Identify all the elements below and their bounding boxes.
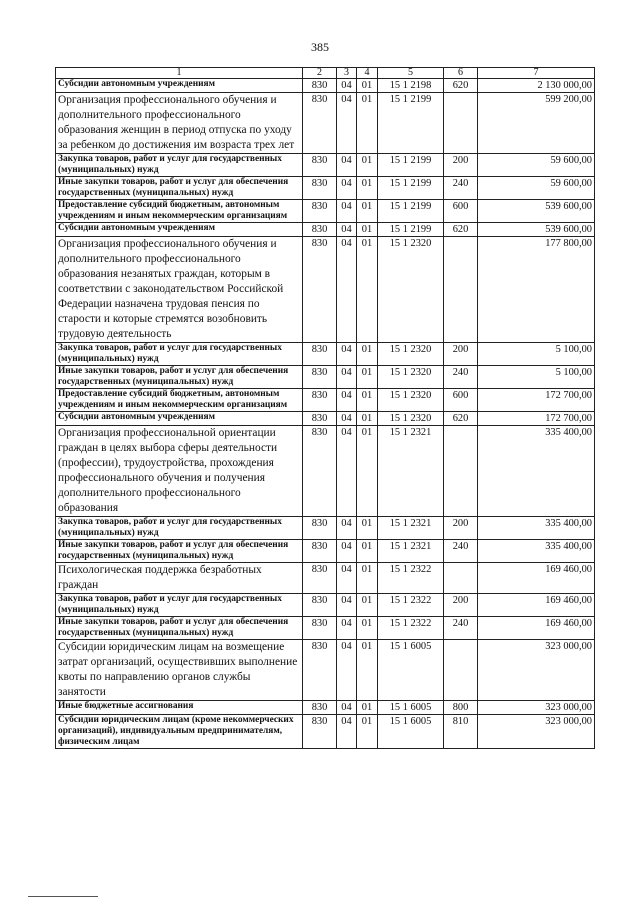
table-row: [56, 366, 595, 389]
row-code-subsection-cell: 01: [357, 426, 378, 517]
row-code-admin-cell: 830: [303, 200, 337, 223]
row-code-subsection-cell: 01: [357, 79, 378, 93]
row-code-expense-type-cell: 600: [444, 389, 478, 412]
row-sum-cell: 172 700,00: [478, 389, 595, 412]
row-code-subsection-cell: 01: [357, 517, 378, 540]
row-code-section-cell: 04: [337, 412, 357, 426]
row-name-cell: Организация профессионального обучения и дополнительного профессионального образования незанятых граждан, которым в соответствии с законодательством Российской Федерации назначена трудовая пенсия по старости и которые стремятся возобновить трудовую деятельность: [56, 237, 303, 343]
row-sum-cell: 323 000,00: [478, 640, 595, 701]
row-sum-cell: 335 400,00: [478, 517, 595, 540]
row-sum-cell: 169 460,00: [478, 594, 595, 617]
row-code-expense-type-cell: 240: [444, 177, 478, 200]
row-code-section-cell: 04: [337, 426, 357, 517]
row-code-target-cell: 15 1 2320: [378, 389, 444, 412]
row-name-cell: Закупка товаров, работ и услуг для государственных (муниципальных) нужд: [56, 343, 303, 366]
table-row: [56, 563, 595, 594]
row-code-expense-type-cell: [444, 237, 478, 343]
row-code-section-cell: 04: [337, 366, 357, 389]
row-code-expense-type-cell: 620: [444, 223, 478, 237]
row-code-admin-cell: 830: [303, 389, 337, 412]
table-row: [56, 517, 595, 540]
header-cell-3: 3: [337, 68, 357, 79]
row-code-target-cell: 15 1 2199: [378, 154, 444, 177]
row-code-expense-type-cell: 240: [444, 366, 478, 389]
row-code-subsection-cell: 01: [357, 389, 378, 412]
row-name-cell: Субсидии автономным учреждениям: [56, 223, 303, 237]
row-name-cell: Субсидии автономным учреждениям: [56, 79, 303, 93]
row-code-target-cell: 15 1 2199: [378, 177, 444, 200]
row-code-admin-cell: 830: [303, 366, 337, 389]
row-code-admin-cell: 830: [303, 701, 337, 715]
row-code-subsection-cell: 01: [357, 366, 378, 389]
row-code-subsection-cell: 01: [357, 594, 378, 617]
row-code-section-cell: 04: [337, 343, 357, 366]
row-code-subsection-cell: 01: [357, 540, 378, 563]
row-code-admin-cell: 830: [303, 93, 337, 154]
row-code-admin-cell: 830: [303, 343, 337, 366]
row-code-subsection-cell: 01: [357, 237, 378, 343]
row-sum-cell: 539 600,00: [478, 200, 595, 223]
row-code-subsection-cell: 01: [357, 617, 378, 640]
row-code-target-cell: 15 1 2320: [378, 343, 444, 366]
table-row: [56, 594, 595, 617]
row-name-cell: Закупка товаров, работ и услуг для государственных (муниципальных) нужд: [56, 154, 303, 177]
row-code-target-cell: 15 1 2199: [378, 200, 444, 223]
table-row: [56, 412, 595, 426]
row-code-target-cell: 15 1 6005: [378, 701, 444, 715]
row-name-cell: Иные закупки товаров, работ и услуг для обеспечения государственных (муниципальных) нужд: [56, 366, 303, 389]
row-code-target-cell: 15 1 2321: [378, 426, 444, 517]
row-code-target-cell: 15 1 2322: [378, 594, 444, 617]
row-code-subsection-cell: 01: [357, 200, 378, 223]
row-sum-cell: 323 000,00: [478, 701, 595, 715]
row-name-cell: Организация профессионального обучения и дополнительного профессионального образования женщин в период отпуска по уходу за ребенком до достижения им возраста трех лет: [56, 93, 303, 154]
row-code-section-cell: 04: [337, 701, 357, 715]
row-sum-cell: 59 600,00: [478, 154, 595, 177]
row-name-cell: Организация профессиональной ориентации граждан в целях выбора сферы деятельности (профессии), трудоустройства, прохождения профессионального обучения и получения дополнительного профессионального образования: [56, 426, 303, 517]
row-name-cell: Иные закупки товаров, работ и услуг для обеспечения государственных (муниципальных) нужд: [56, 177, 303, 200]
row-code-section-cell: 04: [337, 79, 357, 93]
row-code-target-cell: 15 1 2320: [378, 412, 444, 426]
row-code-target-cell: 15 1 2320: [378, 366, 444, 389]
row-code-target-cell: 15 1 2322: [378, 617, 444, 640]
row-code-admin-cell: 830: [303, 223, 337, 237]
row-code-target-cell: 15 1 6005: [378, 715, 444, 749]
row-code-subsection-cell: 01: [357, 715, 378, 749]
row-sum-cell: 335 400,00: [478, 540, 595, 563]
table-row: [56, 93, 595, 154]
row-code-expense-type-cell: [444, 563, 478, 594]
row-sum-cell: 5 100,00: [478, 343, 595, 366]
row-code-admin-cell: 830: [303, 412, 337, 426]
table-row: [56, 343, 595, 366]
table-row: [56, 715, 595, 749]
row-code-admin-cell: 830: [303, 517, 337, 540]
table-row: [56, 200, 595, 223]
row-name-cell: Субсидии автономным учреждениям: [56, 412, 303, 426]
row-name-cell: Субсидии юридическим лицам (кроме некоммерческих организаций), индивидуальным предпринимателям, физическим лицам: [56, 715, 303, 749]
row-code-expense-type-cell: 600: [444, 200, 478, 223]
row-code-target-cell: 15 1 6005: [378, 640, 444, 701]
row-code-admin-cell: 830: [303, 237, 337, 343]
row-code-target-cell: 15 1 2321: [378, 540, 444, 563]
row-name-cell: Закупка товаров, работ и услуг для государственных (муниципальных) нужд: [56, 594, 303, 617]
row-code-subsection-cell: 01: [357, 177, 378, 200]
row-code-expense-type-cell: [444, 426, 478, 517]
row-code-section-cell: 04: [337, 617, 357, 640]
row-code-section-cell: 04: [337, 389, 357, 412]
row-code-section-cell: 04: [337, 237, 357, 343]
row-sum-cell: 169 460,00: [478, 563, 595, 594]
row-code-section-cell: 04: [337, 540, 357, 563]
row-code-section-cell: 04: [337, 177, 357, 200]
row-code-target-cell: 15 1 2322: [378, 563, 444, 594]
table-row: [56, 223, 595, 237]
row-code-subsection-cell: 01: [357, 223, 378, 237]
header-cell-5: 5: [378, 68, 444, 79]
row-code-admin-cell: 830: [303, 715, 337, 749]
row-code-admin-cell: 830: [303, 617, 337, 640]
row-name-cell: Иные бюджетные ассигнования: [56, 701, 303, 715]
row-code-admin-cell: 830: [303, 154, 337, 177]
row-name-cell: Предоставление субсидий бюджетным, автономным учреждениям и иным некоммерческим организациям: [56, 200, 303, 223]
table-row: [56, 701, 595, 715]
table-row: [56, 389, 595, 412]
row-code-admin-cell: 830: [303, 79, 337, 93]
row-code-expense-type-cell: 620: [444, 79, 478, 93]
row-sum-cell: 599 200,00: [478, 93, 595, 154]
row-code-subsection-cell: 01: [357, 563, 378, 594]
table-body: [56, 68, 595, 749]
row-code-section-cell: 04: [337, 715, 357, 749]
row-sum-cell: 169 460,00: [478, 617, 595, 640]
row-code-subsection-cell: 01: [357, 412, 378, 426]
header-cell-4: 4: [357, 68, 378, 79]
row-code-subsection-cell: 01: [357, 701, 378, 715]
row-code-admin-cell: 830: [303, 594, 337, 617]
header-cell-2: 2: [303, 68, 337, 79]
row-code-subsection-cell: 01: [357, 154, 378, 177]
row-code-admin-cell: 830: [303, 177, 337, 200]
header-cell-1: 1: [56, 68, 303, 79]
row-code-section-cell: 04: [337, 517, 357, 540]
table-row: [56, 540, 595, 563]
row-code-section-cell: 04: [337, 594, 357, 617]
row-code-admin-cell: 830: [303, 640, 337, 701]
row-code-expense-type-cell: 810: [444, 715, 478, 749]
page-number: 385: [311, 40, 329, 54]
row-code-expense-type-cell: [444, 640, 478, 701]
table-row: [56, 426, 595, 517]
row-code-subsection-cell: 01: [357, 93, 378, 154]
row-code-expense-type-cell: 800: [444, 701, 478, 715]
table-row: [56, 237, 595, 343]
row-code-target-cell: 15 1 2320: [378, 237, 444, 343]
row-code-section-cell: 04: [337, 93, 357, 154]
budget-table: [55, 67, 595, 749]
row-code-expense-type-cell: 200: [444, 517, 478, 540]
row-code-target-cell: 15 1 2321: [378, 517, 444, 540]
row-name-cell: Предоставление субсидий бюджетным, автономным учреждениям и иным некоммерческим организациям: [56, 389, 303, 412]
scan-edge-mark: [28, 896, 98, 897]
row-code-target-cell: 15 1 2199: [378, 93, 444, 154]
row-code-expense-type-cell: 620: [444, 412, 478, 426]
row-code-section-cell: 04: [337, 154, 357, 177]
row-name-cell: Иные закупки товаров, работ и услуг для обеспечения государственных (муниципальных) нужд: [56, 540, 303, 563]
row-code-expense-type-cell: 240: [444, 540, 478, 563]
row-sum-cell: 177 800,00: [478, 237, 595, 343]
table-row: [56, 79, 595, 93]
row-code-expense-type-cell: [444, 93, 478, 154]
row-name-cell: Психологическая поддержка безработных граждан: [56, 563, 303, 594]
row-code-expense-type-cell: 240: [444, 617, 478, 640]
row-sum-cell: 2 130 000,00: [478, 79, 595, 93]
row-code-expense-type-cell: 200: [444, 154, 478, 177]
row-sum-cell: 5 100,00: [478, 366, 595, 389]
row-code-target-cell: 15 1 2199: [378, 223, 444, 237]
row-name-cell: Закупка товаров, работ и услуг для государственных (муниципальных) нужд: [56, 517, 303, 540]
header-cell-6: 6: [444, 68, 478, 79]
row-sum-cell: 172 700,00: [478, 412, 595, 426]
row-sum-cell: 539 600,00: [478, 223, 595, 237]
row-code-section-cell: 04: [337, 223, 357, 237]
row-code-subsection-cell: 01: [357, 640, 378, 701]
table-row: [56, 617, 595, 640]
row-code-expense-type-cell: 200: [444, 343, 478, 366]
row-code-section-cell: 04: [337, 200, 357, 223]
table-row: [56, 640, 595, 701]
row-code-target-cell: 15 1 2198: [378, 79, 444, 93]
row-sum-cell: 335 400,00: [478, 426, 595, 517]
row-name-cell: Иные закупки товаров, работ и услуг для обеспечения государственных (муниципальных) нужд: [56, 617, 303, 640]
table-row: [56, 177, 595, 200]
row-code-admin-cell: 830: [303, 563, 337, 594]
row-code-expense-type-cell: 200: [444, 594, 478, 617]
row-code-subsection-cell: 01: [357, 343, 378, 366]
row-code-admin-cell: 830: [303, 426, 337, 517]
row-code-section-cell: 04: [337, 563, 357, 594]
row-sum-cell: 59 600,00: [478, 177, 595, 200]
table-header-row: [56, 68, 595, 79]
row-code-section-cell: 04: [337, 640, 357, 701]
table-row: [56, 154, 595, 177]
row-sum-cell: 323 000,00: [478, 715, 595, 749]
row-name-cell: Субсидии юридическим лицам на возмещение затрат организаций, осуществивших выполнение квоты по направлению органов службы занятости: [56, 640, 303, 701]
header-cell-7: 7: [478, 68, 595, 79]
row-code-admin-cell: 830: [303, 540, 337, 563]
